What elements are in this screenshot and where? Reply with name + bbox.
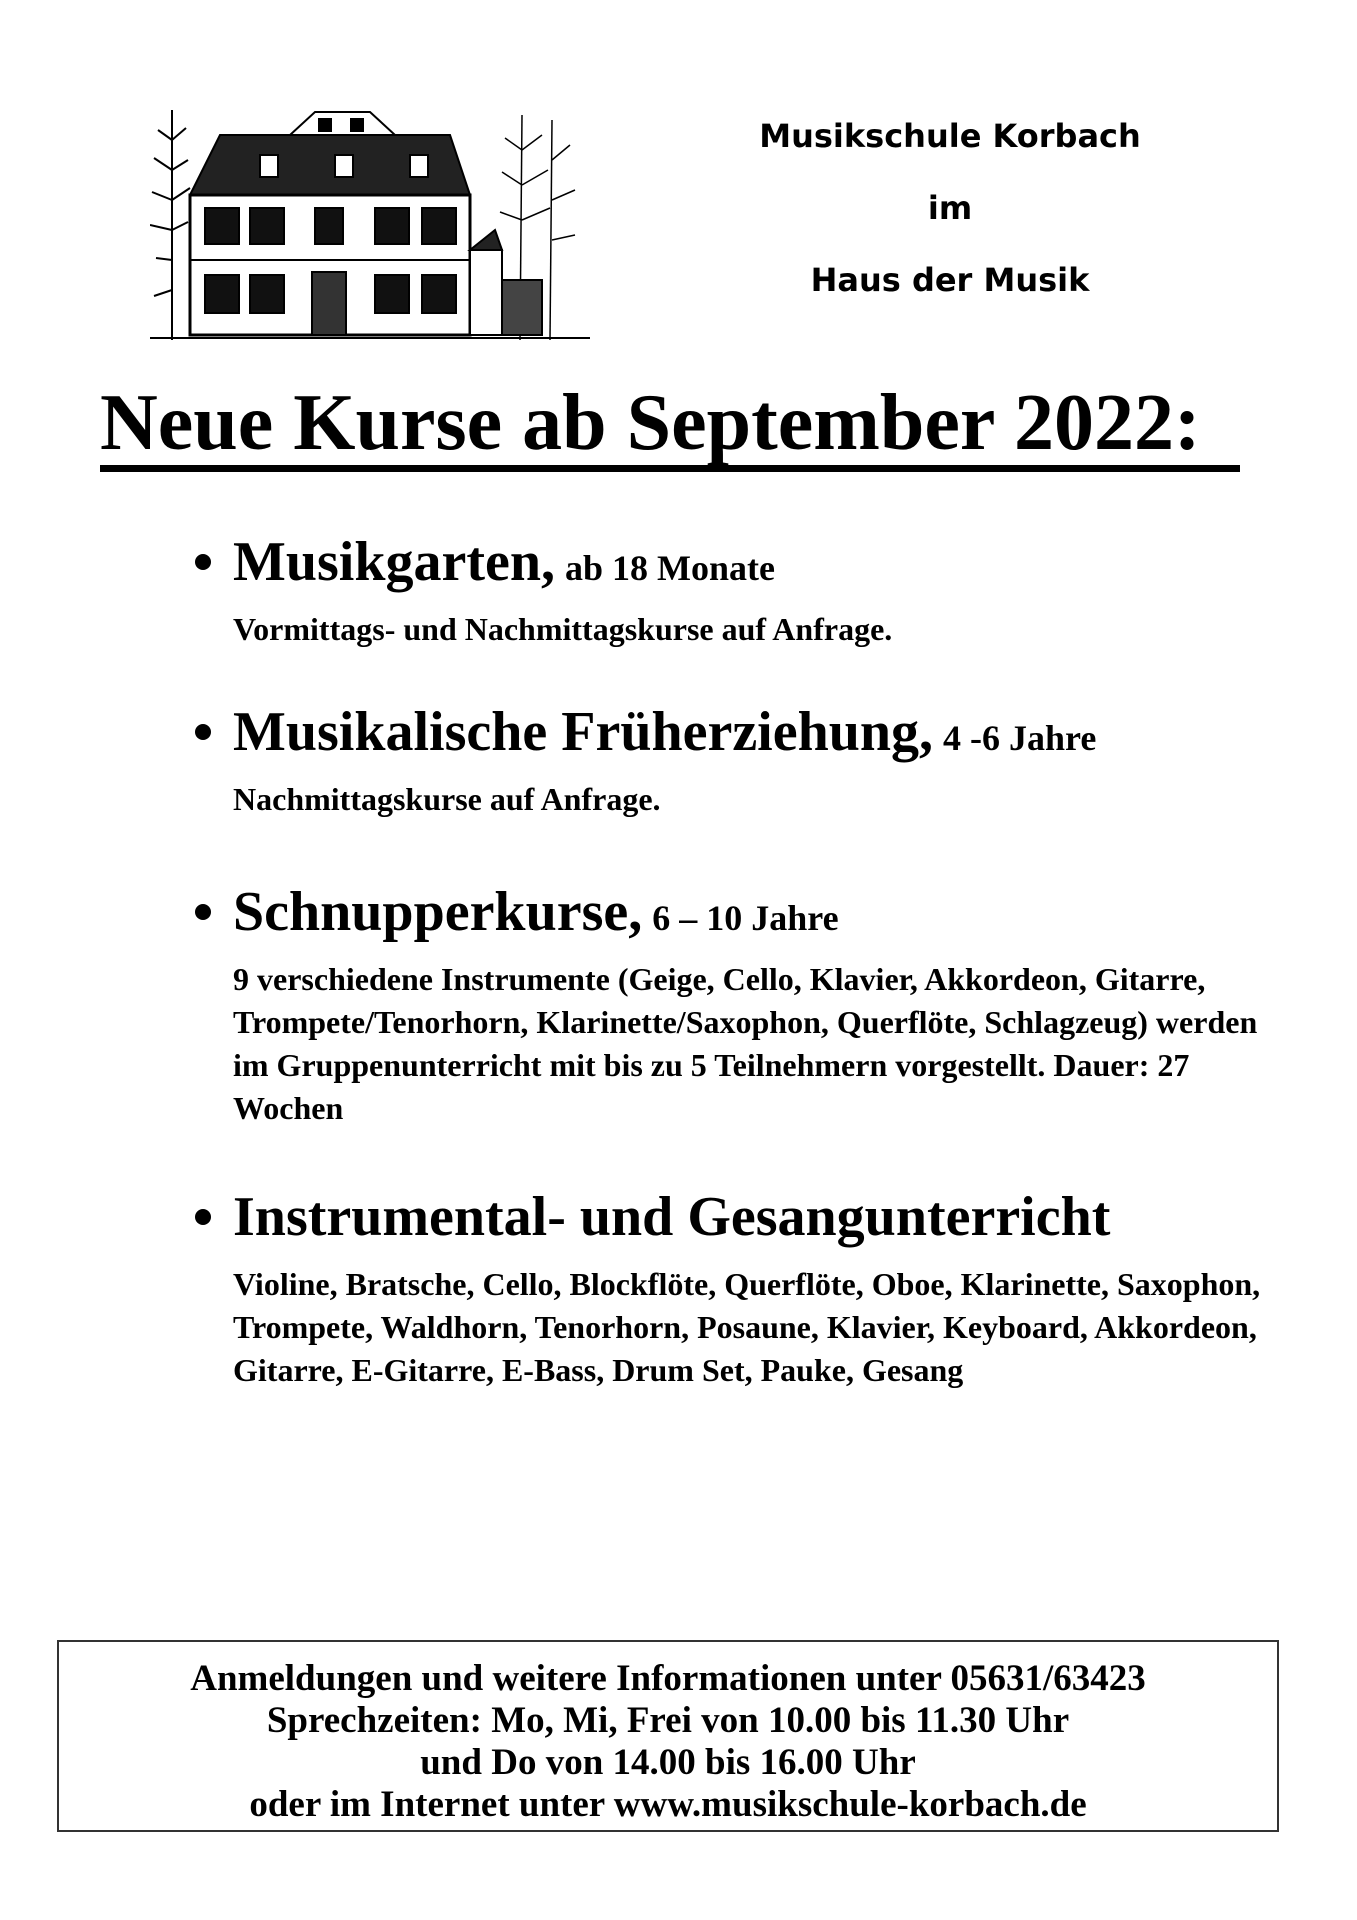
office-hours-line: Sprechzeiten: Mo, Mi, Frei von 10.00 bis 11.30 Uhr bbox=[266, 1700, 1070, 1741]
course-description: Nachmittagskurse auf Anfrage. bbox=[233, 781, 661, 817]
bullet-icon bbox=[195, 1209, 211, 1225]
bullet-icon bbox=[195, 554, 211, 570]
school-name: Musikschule Korbach bbox=[759, 117, 1141, 155]
course-item bbox=[195, 880, 1275, 1130]
course-description: 9 verschiedene Instrumente (Geige, Cello, Klavier, Akkordeon, Gitarre, Trompete/Tenorhorn, Klarinette/Saxophon, Querflöte, Schlagzeug) werden im Gruppenunterricht mit bis zu 5 Teilnehmern vorgestellt. Dauer: 27 Wochen bbox=[233, 961, 1258, 1126]
course-name: Schnupperkurse, bbox=[233, 881, 643, 943]
office-hours-thursday-line: und Do von 14.00 bis 16.00 Uhr bbox=[420, 1742, 916, 1783]
course-age: 4 -6 Jahre bbox=[943, 718, 1097, 758]
course-item bbox=[195, 1185, 1275, 1392]
bullet-icon bbox=[195, 904, 211, 920]
course-name: Instrumental- und Gesangunterricht bbox=[233, 1186, 1111, 1248]
venue-name: Haus der Musik bbox=[810, 261, 1090, 299]
course-name: Musikgarten, bbox=[233, 531, 555, 593]
course-item bbox=[195, 530, 1275, 651]
school-header bbox=[700, 118, 1200, 334]
page-title: Neue Kurse ab September 2022: bbox=[100, 375, 1240, 472]
course-description: Vormittags- und Nachmittagskurse auf Anfrage. bbox=[233, 611, 893, 647]
website-line: oder im Internet unter www.musikschule-korbach.de bbox=[249, 1784, 1087, 1825]
bullet-icon bbox=[195, 724, 211, 740]
course-age: ab 18 Monate bbox=[565, 548, 775, 588]
course-age: 6 – 10 Jahre bbox=[652, 898, 839, 938]
course-description: Violine, Bratsche, Cello, Blockflöte, Querflöte, Oboe, Klarinette, Saxophon, Trompete, Waldhorn, Tenorhorn, Posaune, Klavier, Keyboard, Akkordeon, Gitarre, E-Gitarre, E-Bass, Drum Set, Pauke, Gesang bbox=[233, 1266, 1261, 1388]
course-name: Musikalische Früherziehung, bbox=[233, 701, 934, 763]
course-item bbox=[195, 700, 1275, 821]
contact-info-box bbox=[57, 1640, 1279, 1832]
registration-line: Anmeldungen und weitere Informationen unter 05631/63423 bbox=[190, 1658, 1146, 1699]
house-illustration bbox=[150, 100, 590, 345]
header-connector: im bbox=[927, 189, 973, 227]
